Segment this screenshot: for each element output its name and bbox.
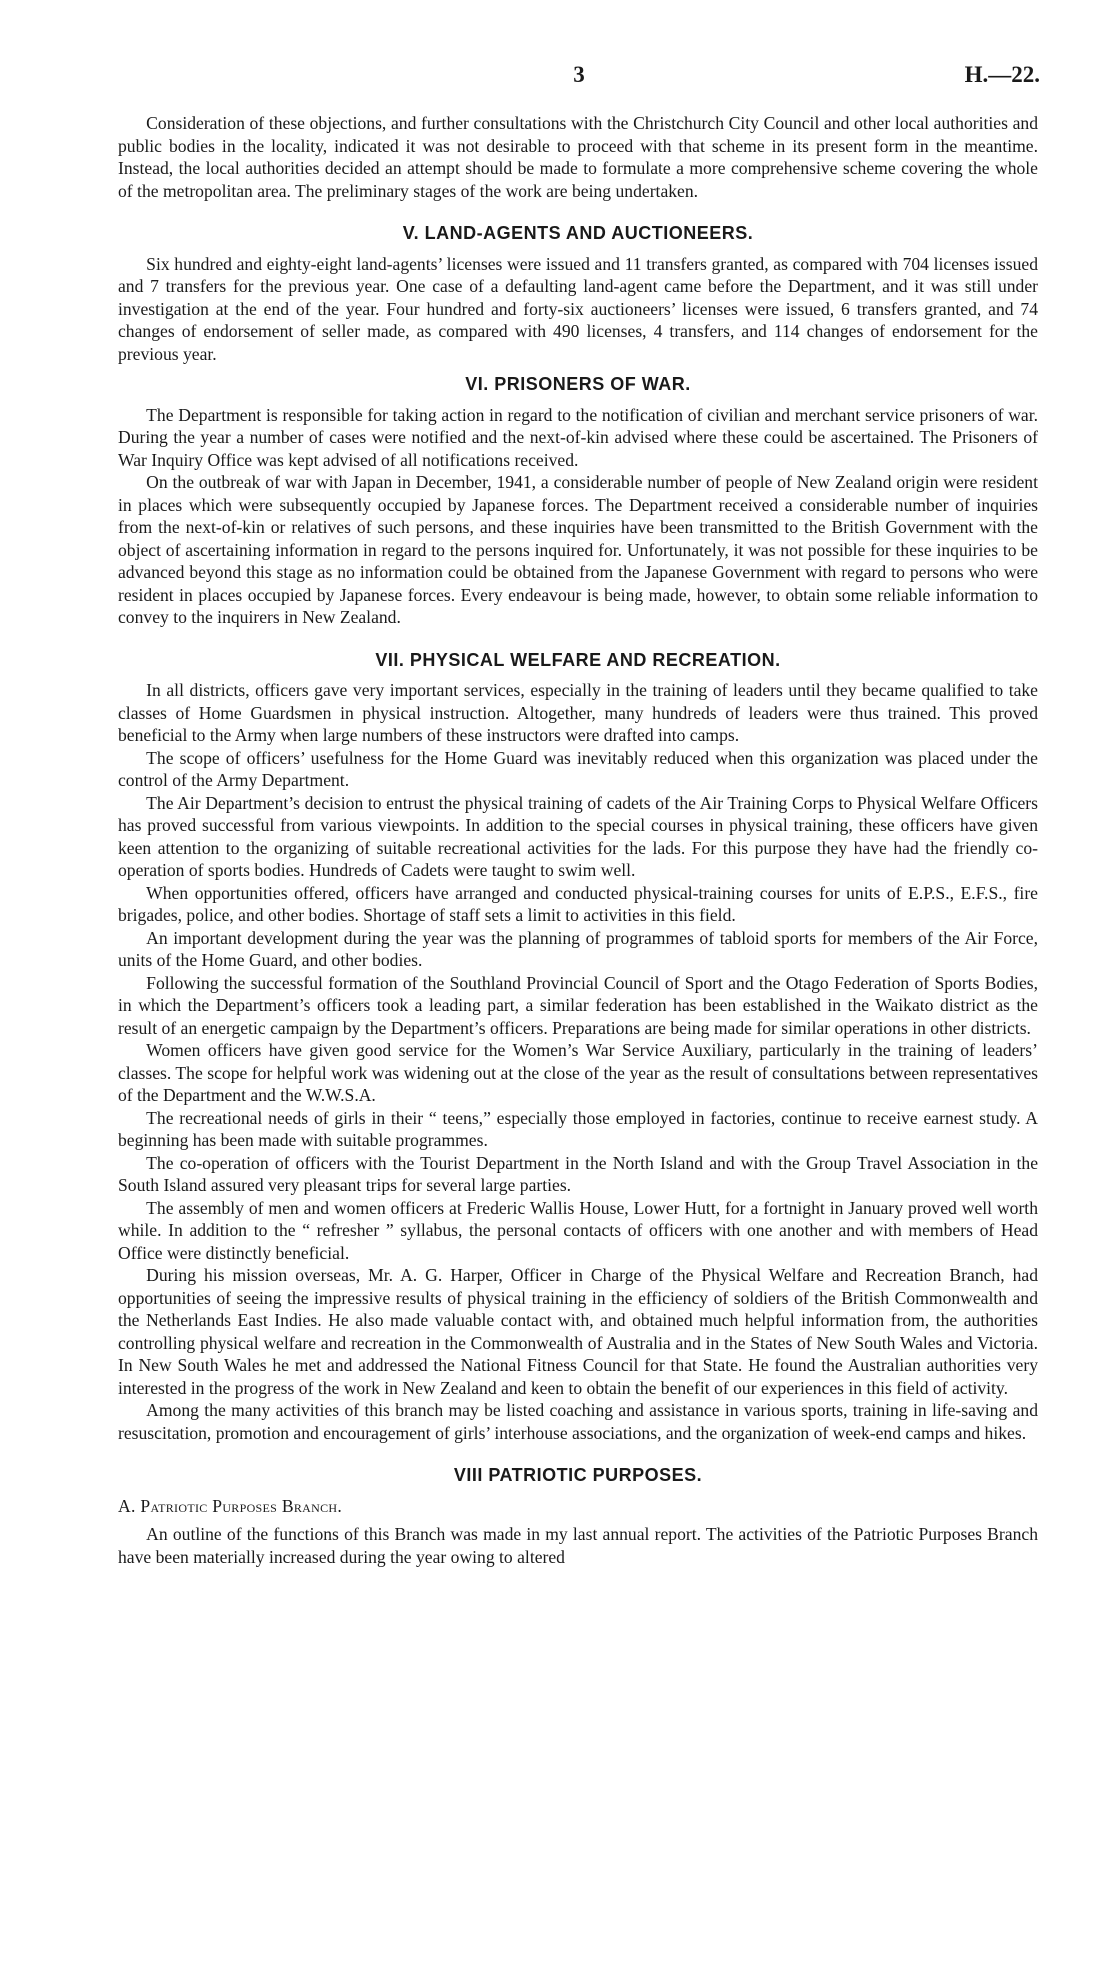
section7-paragraph: In all districts, officers gave very important services, especially in the training of leaders until they became qualified to take classes of Home Guardsmen in physical instruction. Altogether, many hundreds of leaders were thus trained. This proved beneficial to the Army when large numbers of these instructors were drafted into camps.: [118, 680, 1038, 745]
section5-paragraph: Six hundred and eighty-eight land-agents’ licenses were issued and 11 transfers granted, as compared with 704 licenses issued and 7 transfers for the previous year. One case of a defaulting land-agent came before the Department, and it was still under investigation at the end of the year. Four hundred and forty-six auctioneers’ licenses were issued, 6 transfers granted, and 74 changes of endorsement of seller made, as compared with 490 licenses, 4 transfers, and 114 changes of endorsement for the previous year.: [118, 253, 1038, 364]
section7-paragraph: Women officers have given good service for the Women’s War Service Auxiliary, particularly in the training of leaders’ classes. The scope for helpful work was widening out at the close of the year as the result of consultations between representatives of the Department and the W.W.S.A.: [118, 1040, 1038, 1105]
section7-paragraph: An important development during the year was the planning of programmes of tabloid sports for members of the Air Force, units of the Home Guard, and other bodies.: [118, 927, 1038, 970]
section7-paragraph: The recreational needs of girls in their “ teens,” especially those employed in factories, continue to receive earnest study. A beginning has been made with suitable programmes.: [118, 1107, 1038, 1150]
section8-paragraph: An outline of the functions of this Branch was made in my last annual report. The activities of the Patriotic Purposes Branch have been materially increased during the year owing to altered: [118, 1524, 1038, 1567]
section7-paragraph: Among the many activities of this branch may be listed coaching and assistance in various sports, training in life-saving and resuscitation, promotion and encouragement of girls’ interhouse associations, and the organization of week-end camps and hikes.: [118, 1400, 1038, 1443]
page-number: 3: [573, 62, 585, 87]
section-heading-land-agents: V. LAND-AGENTS AND AUCTIONEERS.: [402, 223, 754, 243]
section7-paragraph: The scope of officers’ usefulness for the Home Guard was inevitably reduced when this organization was placed under the control of the Army Department.: [118, 747, 1038, 790]
page-header: [118, 62, 1040, 92]
document-body: [118, 112, 1038, 1568]
section-heading-prisoners-of-war: VI. PRISONERS OF WAR.: [465, 374, 691, 394]
section6-paragraph-1: The Department is responsible for taking action in regard to the notification of civilian and merchant service prisoners of war. During the year a number of cases were notified and the next-of-kin advised where these could be ascertained. The Prisoners of War Inquiry Office was kept advised of all notifications received.: [118, 404, 1038, 470]
document-code: H.—22.: [964, 62, 1040, 87]
intro-paragraph: Consideration of these objections, and further consultations with the Christchurch City Council and other local authorities and public bodies in the locality, indicated it was not desirable to proceed with that scheme in its present form in the meantime. Instead, the local authorities decided an attempt should be made to formulate a more comprehensive scheme covering the whole of the metropolitan area. The preliminary stages of the work are being undertaken.: [118, 113, 1038, 201]
section7-paragraph: When opportunities offered, officers have arranged and conducted physical-training courses for units of E.P.S., E.F.S., fire brigades, police, and other bodies. Shortage of staff sets a limit to activities in this field.: [118, 882, 1038, 925]
section6-paragraph-2: On the outbreak of war with Japan in December, 1941, a considerable number of people of New Zealand origin were resident in places which were subsequently occupied by Japanese forces. The Department received a considerable number of inquiries from the next-of-kin or relatives of such persons, and these inquiries have been transmitted to the British Government with the object of ascertaining information in regard to the persons inquired for. Unfortunately, it was not possible for these inquiries to be advanced beyond this stage as no information could be obtained from the Japanese Government with regard to persons who were resident in places occupied by Japanese forces. Every endeavour is being made, however, to obtain some reliable information to convey to the inquirers in New Zealand.: [118, 472, 1038, 627]
section7-paragraph: During his mission overseas, Mr. A. G. Harper, Officer in Charge of the Physical Welfare and Recreation Branch, had opportunities of seeing the impressive results of physical training in the efficiency of soldiers of the British Commonwealth and the Netherlands East Indies. He also made valuable contact with, and obtained much helpful information from, the authorities controlling physical welfare and recreation in the Commonwealth of Australia and in the States of New South Wales and Victoria. In New South Wales he met and addressed the National Fitness Council for that State. He found the Australian authorities very interested in the progress of the work in New Zealand and keen to obtain the benefit of our experiences in this field of activity.: [118, 1265, 1038, 1398]
section7-paragraph: Following the successful formation of the Southland Provincial Council of Sport and the Otago Federation of Sports Bodies, in which the Department’s officers took a leading part, a similar federation has been established in the Waikato district as the result of an energetic campaign by the Department’s officers. Preparations are being made for similar operations in other districts.: [118, 972, 1038, 1038]
section7-paragraph: The assembly of men and women officers at Frederic Wallis House, Lower Hutt, for a fortnight in January proved well worth while. In addition to the “ refresher ” syllabus, the personal contacts of officers with one another and with members of Head Office were distinctly beneficial.: [118, 1197, 1038, 1263]
subsection-heading-patriotic-branch: A. Patriotic Purposes Branch.: [118, 1495, 343, 1516]
section7-paragraph: The co-operation of officers with the Tourist Department in the North Island and with the Group Travel Association in the South Island assured very pleasant trips for several large parties.: [118, 1152, 1038, 1195]
section7-paragraph: The Air Department’s decision to entrust the physical training of cadets of the Air Training Corps to Physical Welfare Officers has proved successful from various viewpoints. In addition to the special courses in physical training, these officers have given keen attention to the organizing of suitable recreational activities for the lads. For this purpose they have had the friendly co-operation of sports bodies. Hundreds of Cadets were taught to swim well.: [118, 792, 1038, 880]
section-heading-patriotic-purposes: VIII PATRIOTIC PURPOSES.: [453, 1465, 703, 1485]
section-heading-physical-welfare: VII. PHYSICAL WELFARE AND RECREATION.: [375, 649, 781, 670]
